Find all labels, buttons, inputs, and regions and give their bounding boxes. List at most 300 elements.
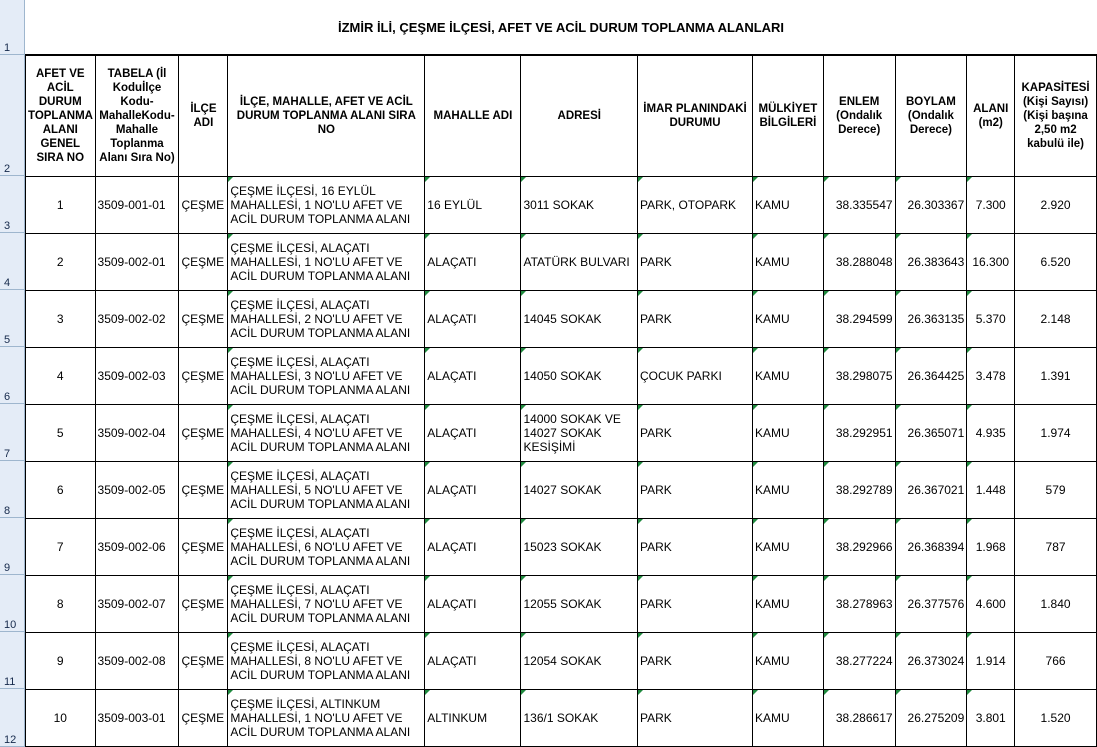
table-cell[interactable] <box>1015 633 1097 690</box>
row-header[interactable] <box>0 55 24 176</box>
cell-value: 26.365071 <box>907 426 965 440</box>
error-indicator-icon <box>896 177 901 182</box>
table-cell[interactable] <box>228 348 425 405</box>
error-indicator-icon <box>967 291 972 296</box>
cell-value: PARK <box>640 255 672 269</box>
error-indicator-icon <box>753 234 758 239</box>
table-cell[interactable] <box>823 690 895 747</box>
column-header[interactable]: İMAR PLANINDAKİ DURUMU <box>638 56 753 177</box>
table-cell[interactable] <box>638 690 753 747</box>
error-indicator-icon <box>638 405 643 410</box>
error-indicator-icon <box>967 519 972 524</box>
error-indicator-icon <box>753 291 758 296</box>
error-indicator-icon <box>521 405 526 410</box>
cell-value: ALAÇATI <box>427 540 477 554</box>
table-cell[interactable] <box>895 348 967 405</box>
table-cell[interactable] <box>967 519 1015 576</box>
cell-value: 38.292966 <box>835 540 893 554</box>
table-cell[interactable] <box>179 462 228 519</box>
table-cell[interactable] <box>753 633 824 690</box>
table-cell[interactable] <box>967 462 1015 519</box>
error-indicator-icon <box>753 405 758 410</box>
cell-value: 2.920 <box>1040 198 1071 212</box>
error-indicator-icon <box>753 462 758 467</box>
table-cell[interactable] <box>425 462 521 519</box>
table-cell[interactable] <box>753 690 824 747</box>
table-cell[interactable] <box>1015 462 1097 519</box>
error-indicator-icon <box>425 291 430 296</box>
table-cell[interactable] <box>521 633 638 690</box>
table-cell[interactable] <box>26 234 96 291</box>
error-indicator-icon <box>824 177 829 182</box>
error-indicator-icon <box>753 576 758 581</box>
table-cell[interactable] <box>753 234 824 291</box>
table-cell[interactable] <box>967 576 1015 633</box>
table-cell[interactable] <box>95 348 179 405</box>
row-header[interactable] <box>0 575 24 632</box>
cell-value: 3509-002-06 <box>97 540 166 554</box>
column-header[interactable]: ADRESİ <box>521 56 638 177</box>
cell-value: ÇEŞME İLÇESİ, ALAÇATI MAHALLESİ, 3 NO'LU AFET VE ACİL DURUM TOPLANMA ALANI <box>230 355 411 397</box>
cell-value: ÇEŞME İLÇESİ, 16 EYLÜL MAHALLESİ, 1 NO'LU AFET VE ACİL DURUM TOPLANMA ALANI <box>230 184 411 226</box>
table-cell[interactable] <box>95 234 179 291</box>
table-cell[interactable] <box>179 690 228 747</box>
row-number: 7 <box>4 448 11 460</box>
row-number: 1 <box>4 42 11 54</box>
cell-value: KAMU <box>755 255 790 269</box>
table-cell[interactable] <box>95 462 179 519</box>
error-indicator-icon <box>425 234 430 239</box>
table-cell[interactable] <box>179 291 228 348</box>
table-cell[interactable] <box>179 348 228 405</box>
error-indicator-icon <box>425 690 430 695</box>
cell-value: 5.370 <box>975 312 1006 326</box>
cell-grid <box>25 0 1097 747</box>
error-indicator-icon <box>896 576 901 581</box>
cell-value: 3509-002-01 <box>97 255 166 269</box>
table-cell[interactable] <box>425 177 521 234</box>
cell-value: 14050 SOKAK <box>523 369 602 383</box>
table-cell[interactable] <box>179 576 228 633</box>
table-cell[interactable] <box>638 576 753 633</box>
cell-value: 3509-001-01 <box>97 198 166 212</box>
cell-value: ÇEŞME İLÇESİ, ALAÇATI MAHALLESİ, 1 NO'LU AFET VE ACİL DURUM TOPLANMA ALANI <box>230 241 411 283</box>
error-indicator-icon <box>896 348 901 353</box>
table-cell[interactable] <box>823 405 895 462</box>
table-cell[interactable] <box>95 690 179 747</box>
cell-value: 1 <box>56 198 64 212</box>
table-cell[interactable] <box>638 348 753 405</box>
row-header[interactable] <box>0 689 24 747</box>
row-header[interactable] <box>0 176 24 233</box>
table-cell[interactable] <box>26 519 96 576</box>
error-indicator-icon <box>967 690 972 695</box>
cell-value: 26.383643 <box>907 255 965 269</box>
table-cell[interactable] <box>521 405 638 462</box>
column-header[interactable]: ENLEM (Ondalık Derece) <box>823 56 895 177</box>
cell-value: ÇEŞME İLÇESİ, ALAÇATI MAHALLESİ, 5 NO'LU AFET VE ACİL DURUM TOPLANMA ALANI <box>230 469 411 511</box>
table-cell[interactable] <box>228 519 425 576</box>
cell-value: 1.914 <box>975 654 1006 668</box>
cell-value: 3 <box>56 312 64 326</box>
cell-value: 26.364425 <box>907 369 965 383</box>
cell-value: 8 <box>56 597 64 611</box>
error-indicator-icon <box>638 576 643 581</box>
table-row <box>26 405 1097 462</box>
table-cell[interactable] <box>95 291 179 348</box>
cell-value: ÇOCUK PARKI <box>640 369 722 383</box>
table-cell[interactable] <box>967 690 1015 747</box>
row-number: 10 <box>4 619 17 631</box>
table-row <box>26 690 1097 747</box>
cell-value: 3509-003-01 <box>97 711 166 725</box>
error-indicator-icon <box>638 462 643 467</box>
cell-value: 1.974 <box>1040 426 1071 440</box>
table-cell[interactable] <box>753 177 824 234</box>
row-header[interactable] <box>0 0 24 55</box>
table-cell[interactable] <box>895 576 967 633</box>
cell-value: 1.391 <box>1040 369 1071 383</box>
table-cell[interactable] <box>425 291 521 348</box>
cell-value: ALAÇATI <box>427 654 477 668</box>
cell-value: PARK <box>640 654 672 668</box>
table-cell[interactable] <box>895 690 967 747</box>
error-indicator-icon <box>638 519 643 524</box>
error-indicator-icon <box>967 633 972 638</box>
cell-value: ÇEŞME <box>181 483 225 497</box>
cell-value: KAMU <box>755 198 790 212</box>
error-indicator-icon <box>228 177 233 182</box>
cell-value: ÇEŞME İLÇESİ, ALAÇATI MAHALLESİ, 7 NO'LU AFET VE ACİL DURUM TOPLANMA ALANI <box>230 583 411 625</box>
column-header[interactable]: MÜLKİYET BİLGİLERİ <box>753 56 824 177</box>
table-cell[interactable] <box>1015 519 1097 576</box>
table-cell[interactable] <box>26 633 96 690</box>
table-cell[interactable] <box>521 348 638 405</box>
cell-value: 136/1 SOKAK <box>523 711 599 725</box>
table-cell[interactable] <box>895 291 967 348</box>
table-cell[interactable] <box>638 234 753 291</box>
table-cell[interactable] <box>179 234 228 291</box>
error-indicator-icon <box>638 234 643 239</box>
cell-value: 3509-002-04 <box>97 426 166 440</box>
cell-value: ALAÇATI <box>427 483 477 497</box>
table-cell[interactable] <box>425 234 521 291</box>
cell-value: 38.298075 <box>835 369 893 383</box>
table-cell[interactable] <box>753 462 824 519</box>
cell-value: PARK, OTOPARK <box>640 198 737 212</box>
error-indicator-icon <box>425 405 430 410</box>
error-indicator-icon <box>824 462 829 467</box>
table-cell[interactable] <box>753 291 824 348</box>
cell-value: KAMU <box>755 483 790 497</box>
cell-value: 1.840 <box>1040 597 1071 611</box>
table-cell[interactable] <box>228 405 425 462</box>
table-cell[interactable] <box>228 576 425 633</box>
table-cell[interactable] <box>521 234 638 291</box>
error-indicator-icon <box>824 291 829 296</box>
cell-value: 38.294599 <box>835 312 893 326</box>
error-indicator-icon <box>425 576 430 581</box>
cell-value: 38.335547 <box>835 198 893 212</box>
table-cell[interactable] <box>638 519 753 576</box>
cell-value: 9 <box>56 654 64 668</box>
cell-value: ÇEŞME <box>181 426 225 440</box>
table-cell[interactable] <box>521 291 638 348</box>
cell-value: 5 <box>56 426 64 440</box>
table-cell[interactable] <box>1015 690 1097 747</box>
error-indicator-icon <box>425 633 430 638</box>
error-indicator-icon <box>638 348 643 353</box>
cell-value: PARK <box>640 312 672 326</box>
table-cell[interactable] <box>895 519 967 576</box>
cell-value: 26.368394 <box>907 540 965 554</box>
row-number: 4 <box>4 277 11 289</box>
table-cell[interactable] <box>228 177 425 234</box>
table-cell[interactable] <box>967 291 1015 348</box>
table-cell[interactable] <box>895 234 967 291</box>
cell-value: 3.478 <box>975 369 1006 383</box>
column-header[interactable]: TABELA (İl Koduİlçe Kodu-MahalleKodu-Mahalle Toplanma Alanı Sıra No) <box>95 56 179 177</box>
cell-value: ALTINKUM <box>427 711 488 725</box>
table-cell[interactable] <box>967 405 1015 462</box>
table-row <box>26 234 1097 291</box>
table-cell[interactable] <box>179 405 228 462</box>
table-cell[interactable] <box>521 177 638 234</box>
error-indicator-icon <box>896 633 901 638</box>
cell-value: KAMU <box>755 654 790 668</box>
table-cell[interactable] <box>95 405 179 462</box>
table-cell[interactable] <box>823 633 895 690</box>
error-indicator-icon <box>228 462 233 467</box>
cell-value: ÇEŞME İLÇESİ, ALAÇATI MAHALLESİ, 8 NO'LU AFET VE ACİL DURUM TOPLANMA ALANI <box>230 640 411 682</box>
cell-value: 4.935 <box>975 426 1006 440</box>
table-cell[interactable] <box>228 462 425 519</box>
table-cell[interactable] <box>823 462 895 519</box>
error-indicator-icon <box>753 633 758 638</box>
table-cell[interactable] <box>895 462 967 519</box>
table-cell[interactable] <box>753 576 824 633</box>
table-cell[interactable] <box>638 633 753 690</box>
cell-value: ALAÇATI <box>427 597 477 611</box>
cell-value: 6.520 <box>1040 255 1071 269</box>
table-cell[interactable] <box>95 576 179 633</box>
table-cell[interactable] <box>1015 177 1097 234</box>
cell-value: 26.363135 <box>907 312 965 326</box>
row-number: 9 <box>4 562 11 574</box>
cell-value: 26.303367 <box>907 198 965 212</box>
row-header[interactable] <box>0 233 24 290</box>
column-header[interactable]: MAHALLE ADI <box>425 56 521 177</box>
cell-value: KAMU <box>755 540 790 554</box>
table-cell[interactable] <box>228 291 425 348</box>
error-indicator-icon <box>638 291 643 296</box>
row-header[interactable] <box>0 461 24 518</box>
cell-value: ÇEŞME İLÇESİ, ALAÇATI MAHALLESİ, 4 NO'LU AFET VE ACİL DURUM TOPLANMA ALANI <box>230 412 411 454</box>
table-cell[interactable] <box>26 177 96 234</box>
cell-value: 14045 SOKAK <box>523 312 602 326</box>
column-header[interactable]: İLÇE ADI <box>179 56 228 177</box>
cell-value: PARK <box>640 426 672 440</box>
row-number: 3 <box>4 220 11 232</box>
table-cell[interactable] <box>179 177 228 234</box>
cell-value: 38.292789 <box>835 483 893 497</box>
error-indicator-icon <box>967 234 972 239</box>
table-cell[interactable] <box>638 177 753 234</box>
error-indicator-icon <box>425 519 430 524</box>
table-cell[interactable] <box>26 348 96 405</box>
table-cell[interactable] <box>228 234 425 291</box>
error-indicator-icon <box>521 348 526 353</box>
cell-value: 16.300 <box>972 255 1010 269</box>
table-cell[interactable] <box>823 291 895 348</box>
column-header[interactable]: İLÇE, MAHALLE, AFET VE ACİL DURUM TOPLANMA ALANI SIRA NO <box>228 56 425 177</box>
row-header[interactable] <box>0 404 24 461</box>
error-indicator-icon <box>521 234 526 239</box>
cell-value: 12054 SOKAK <box>523 654 602 668</box>
table-cell[interactable] <box>179 633 228 690</box>
cell-value: 26.373024 <box>907 654 965 668</box>
table-cell[interactable] <box>26 462 96 519</box>
table-cell[interactable] <box>26 576 96 633</box>
table-cell[interactable] <box>179 519 228 576</box>
cell-value: 3509-002-08 <box>97 654 166 668</box>
table-cell[interactable] <box>26 690 96 747</box>
cell-value: ÇEŞME <box>181 654 225 668</box>
error-indicator-icon <box>896 519 901 524</box>
cell-value: 38.286617 <box>835 711 893 725</box>
table-cell[interactable] <box>753 405 824 462</box>
table-cell[interactable] <box>967 177 1015 234</box>
table-cell[interactable] <box>638 462 753 519</box>
table-cell[interactable] <box>753 519 824 576</box>
sheet-title[interactable]: İZMİR İLİ, ÇEŞME İLÇESİ, AFET VE ACİL DURUM TOPLANMA ALANLARI <box>25 0 1097 55</box>
column-header[interactable]: AFET VE ACİL DURUM TOPLANMA ALANI GENEL SIRA NO <box>26 56 96 177</box>
error-indicator-icon <box>824 348 829 353</box>
error-indicator-icon <box>228 348 233 353</box>
cell-value: KAMU <box>755 426 790 440</box>
cell-value: ÇEŞME İLÇESİ, ALAÇATI MAHALLESİ, 2 NO'LU AFET VE ACİL DURUM TOPLANMA ALANI <box>230 298 411 340</box>
error-indicator-icon <box>425 348 430 353</box>
table-cell[interactable] <box>753 348 824 405</box>
cell-value: 1.968 <box>975 540 1006 554</box>
table-cell[interactable] <box>823 348 895 405</box>
column-header[interactable]: ALANI (m2) <box>967 56 1015 177</box>
row-header[interactable] <box>0 290 24 347</box>
cell-value: 10 <box>53 711 67 725</box>
error-indicator-icon <box>425 462 430 467</box>
table-cell[interactable] <box>967 234 1015 291</box>
table-cell[interactable] <box>823 177 895 234</box>
table-row <box>26 462 1097 519</box>
table-cell[interactable] <box>425 633 521 690</box>
table-cell[interactable] <box>521 462 638 519</box>
cell-value: KAMU <box>755 312 790 326</box>
error-indicator-icon <box>638 633 643 638</box>
cell-value: 6 <box>56 483 64 497</box>
error-indicator-icon <box>521 633 526 638</box>
table-cell[interactable] <box>521 690 638 747</box>
error-indicator-icon <box>521 177 526 182</box>
data-table <box>25 55 1097 747</box>
table-cell[interactable] <box>425 519 521 576</box>
table-cell[interactable] <box>1015 234 1097 291</box>
cell-value: 7.300 <box>975 198 1006 212</box>
table-cell[interactable] <box>425 690 521 747</box>
table-cell[interactable] <box>823 576 895 633</box>
table-cell[interactable] <box>638 405 753 462</box>
table-cell[interactable] <box>425 348 521 405</box>
cell-value: 3.801 <box>975 711 1006 725</box>
error-indicator-icon <box>824 576 829 581</box>
column-header[interactable]: BOYLAM (Ondalık Derece) <box>895 56 967 177</box>
cell-value: 7 <box>56 540 64 554</box>
error-indicator-icon <box>967 576 972 581</box>
error-indicator-icon <box>824 234 829 239</box>
cell-value: 2.148 <box>1040 312 1071 326</box>
table-cell[interactable] <box>895 177 967 234</box>
table-cell[interactable] <box>638 291 753 348</box>
table-cell[interactable] <box>425 576 521 633</box>
row-header[interactable] <box>0 632 24 689</box>
table-cell[interactable] <box>521 519 638 576</box>
table-cell[interactable] <box>95 519 179 576</box>
error-indicator-icon <box>521 519 526 524</box>
cell-value: 3509-002-05 <box>97 483 166 497</box>
cell-value: 14000 SOKAK VE 14027 SOKAK KESİŞİMİ <box>523 412 621 454</box>
error-indicator-icon <box>967 348 972 353</box>
table-cell[interactable] <box>895 633 967 690</box>
table-cell[interactable] <box>521 576 638 633</box>
error-indicator-icon <box>753 519 758 524</box>
error-indicator-icon <box>228 291 233 296</box>
error-indicator-icon <box>824 519 829 524</box>
table-cell[interactable] <box>26 405 96 462</box>
table-cell[interactable] <box>26 291 96 348</box>
table-cell[interactable] <box>967 348 1015 405</box>
table-cell[interactable] <box>967 633 1015 690</box>
table-cell[interactable] <box>1015 576 1097 633</box>
cell-value: ÇEŞME <box>181 198 225 212</box>
cell-value: PARK <box>640 483 672 497</box>
table-cell[interactable] <box>228 690 425 747</box>
error-indicator-icon <box>967 405 972 410</box>
error-indicator-icon <box>896 405 901 410</box>
table-cell[interactable] <box>1015 348 1097 405</box>
table-row <box>26 291 1097 348</box>
cell-value: ÇEŞME İLÇESİ, ALTINKUM MAHALLESİ, 1 NO'LU AFET VE ACİL DURUM TOPLANMA ALANI <box>230 697 411 739</box>
error-indicator-icon <box>896 462 901 467</box>
error-indicator-icon <box>228 405 233 410</box>
table-cell[interactable] <box>95 177 179 234</box>
table-cell[interactable] <box>228 633 425 690</box>
table-cell[interactable] <box>823 519 895 576</box>
error-indicator-icon <box>521 690 526 695</box>
cell-value: ÇEŞME <box>181 540 225 554</box>
table-cell[interactable] <box>823 234 895 291</box>
row-header[interactable] <box>0 347 24 404</box>
error-indicator-icon <box>967 177 972 182</box>
table-cell[interactable] <box>1015 291 1097 348</box>
column-header[interactable]: KAPASİTESİ (Kişi Sayısı) (Kişi başına 2,50 m2 kabulü ile) <box>1015 56 1097 177</box>
table-cell[interactable] <box>425 405 521 462</box>
table-cell[interactable] <box>1015 405 1097 462</box>
cell-value: 4.600 <box>975 597 1006 611</box>
cell-value: ATATÜRK BULVARI <box>523 255 630 269</box>
table-cell[interactable] <box>95 633 179 690</box>
header-row <box>26 56 1097 177</box>
table-cell[interactable] <box>895 405 967 462</box>
row-header[interactable] <box>0 518 24 575</box>
